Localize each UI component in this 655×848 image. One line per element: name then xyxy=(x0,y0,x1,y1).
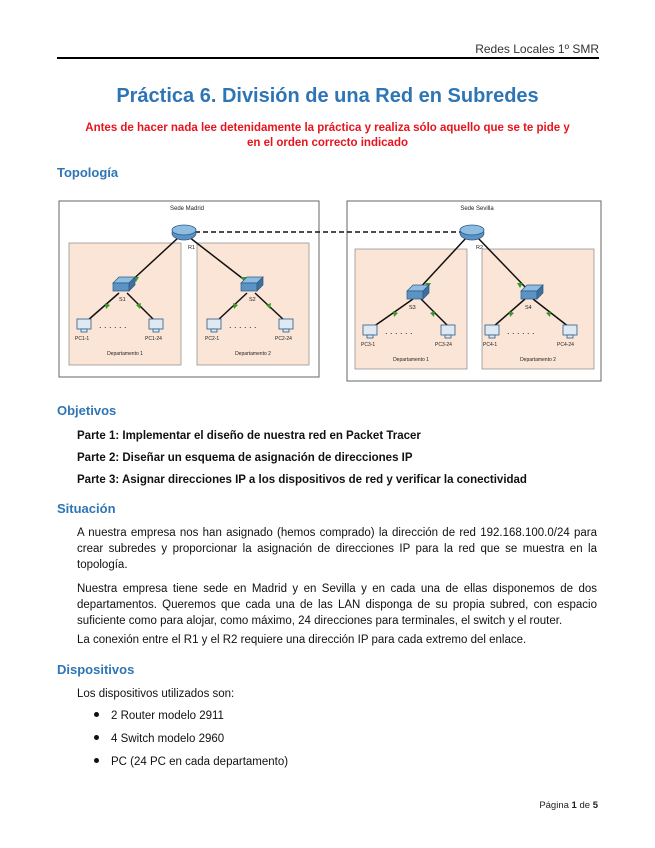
router-icon xyxy=(172,225,196,240)
pc-label: PC4-1 xyxy=(483,342,498,348)
situacion-paragraph: A nuestra empresa nos han asignado (hemos comprado) la dirección de red 192.168.100.0/24 para crear subredes y proporcionar la asignación de direcciones IP para la red que se muestra en la topología. xyxy=(77,527,597,571)
pc-label: PC3-24 xyxy=(435,342,452,348)
pc-label: PC3-1 xyxy=(361,342,376,348)
page-title: Práctica 6. División de una Red en Subredes xyxy=(116,85,539,107)
router-icon xyxy=(460,225,484,240)
warning-text xyxy=(60,121,595,151)
bullet-icon xyxy=(94,735,99,740)
dept-area-4 xyxy=(482,249,594,369)
pc-label: PC4-24 xyxy=(557,342,574,348)
list-item: PC (24 PC en cada departamento) xyxy=(94,756,288,768)
objetivo-item: Parte 2: Diseñar un esquema de asignación de direcciones IP xyxy=(77,452,413,464)
left-site-label: Sede Madrid xyxy=(169,206,205,212)
pc-label: PC2-1 xyxy=(205,336,220,342)
page-header: Redes Locales 1º SMR xyxy=(475,42,599,56)
page-footer: Página 1 de 5 xyxy=(539,800,598,811)
situacion-paragraph: La conexión entre el R1 y el R2 requiere una dirección IP para cada extremo del enlace. xyxy=(77,634,527,646)
list-item: 4 Switch modelo 2960 xyxy=(94,733,224,745)
bullet-icon xyxy=(94,758,99,763)
heading-topologia: Topología xyxy=(57,165,119,180)
header-rule xyxy=(57,57,599,59)
dept-area-1 xyxy=(69,243,181,365)
topology-diagram xyxy=(57,193,605,383)
heading-dispositivos: Dispositivos xyxy=(57,662,135,677)
r1-label: R1 xyxy=(188,245,196,251)
dept-label: Departamento 1 xyxy=(107,351,143,357)
s3-label: S3 xyxy=(409,305,416,311)
dept-label: Departamento 1 xyxy=(393,357,429,363)
pc-dots: . . . . . . xyxy=(385,326,413,336)
s1-label: S1 xyxy=(119,297,126,303)
pc-label: PC2-24 xyxy=(275,336,292,342)
dept-area-2 xyxy=(197,243,309,365)
dispositivos-intro: Los dispositivos utilizados son: xyxy=(77,688,235,700)
right-site-label: Sede Sevilla xyxy=(460,206,494,212)
situacion-paragraph: Nuestra empresa tiene sede en Madrid y en Sevilla y en cada una de ellas disponemos de dos departamentos. Queremos que cada una de las LAN disponga de su propia subred, con espacio suficiente como para alojar, como máximo, 24 direcciones para terminales, el switch y el router. xyxy=(77,583,597,627)
s2-label: S2 xyxy=(249,297,256,303)
objetivo-item: Parte 1: Implementar el diseño de nuestra red en Packet Tracer xyxy=(77,430,421,442)
heading-situacion: Situación xyxy=(57,501,116,516)
warning-line-2: en el orden correcto indicado xyxy=(246,137,409,149)
heading-objetivos: Objetivos xyxy=(57,403,117,418)
pc-dots: . . . . . . xyxy=(229,320,257,330)
dept-label: Departamento 2 xyxy=(235,351,271,357)
objetivo-item: Parte 3: Asignar direcciones IP a los dispositivos de red y verificar la conectividad xyxy=(77,474,527,486)
warning-line-1: Antes de hacer nada lee detenidamente la práctica y realiza sólo aquello que se te pide y xyxy=(85,122,570,134)
pc-label: PC1-24 xyxy=(145,336,162,342)
dept-label: Departamento 2 xyxy=(520,357,556,363)
list-item: 2 Router modelo 2911 xyxy=(94,710,224,722)
s4-label: S4 xyxy=(525,305,532,311)
r2-label: R2 xyxy=(476,245,484,251)
pc-label: PC1-1 xyxy=(75,336,90,342)
pc-dots: . . . . . . xyxy=(99,320,127,330)
pc-dots: . . . . . . xyxy=(507,326,535,336)
bullet-icon xyxy=(94,712,99,717)
